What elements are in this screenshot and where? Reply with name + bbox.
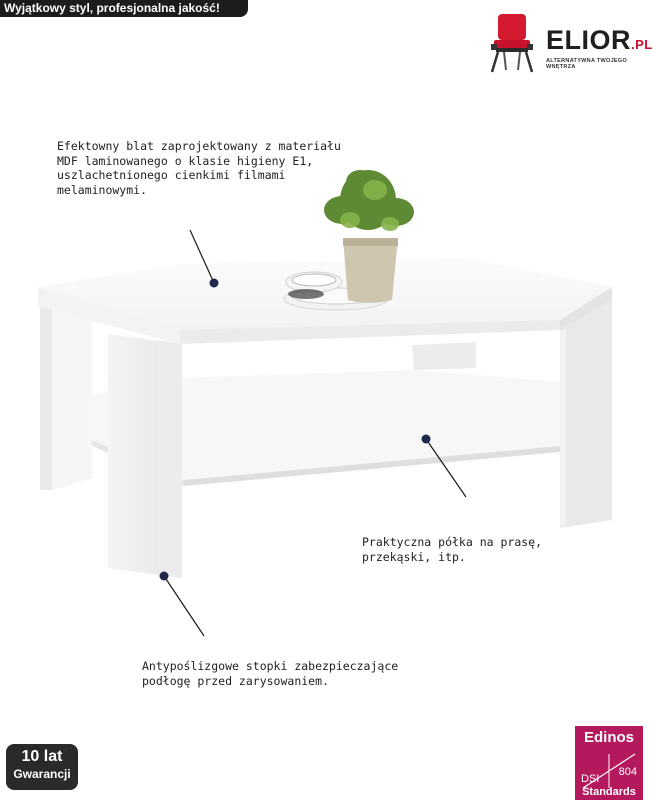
- logo-wordmark: ELIOR.PL: [546, 25, 653, 55]
- edinos-standards-badge: Edinos DSI 804 Standards: [575, 726, 643, 800]
- pointer-dot-feet: [160, 572, 169, 581]
- warranty-badge: 10 lat Gwarancji: [6, 744, 78, 790]
- pointer-dot-top: [210, 279, 219, 288]
- callout-tabletop: Efektowny blat zaprojektowany z materiału MDF laminowanego o klasie higieny E1, uszlachetnionego cienkimi filmami melaminowymi.: [57, 139, 341, 197]
- pointer-dot-shelf: [422, 435, 431, 444]
- pointer-line-feet: [164, 576, 204, 636]
- callout-feet: Antypoślizgowe stopki zabezpieczające podłogę przed zarysowaniem.: [142, 659, 399, 688]
- top-banner: Wyjątkowy styl, profesjonalna jakość!: [0, 0, 248, 17]
- callout-shelf: Praktyczna półka na prasę, przekąski, itp.: [362, 535, 543, 564]
- logo-tagline: ALTERNATYWNA TWOJEGO WNĘTRZA: [546, 58, 628, 70]
